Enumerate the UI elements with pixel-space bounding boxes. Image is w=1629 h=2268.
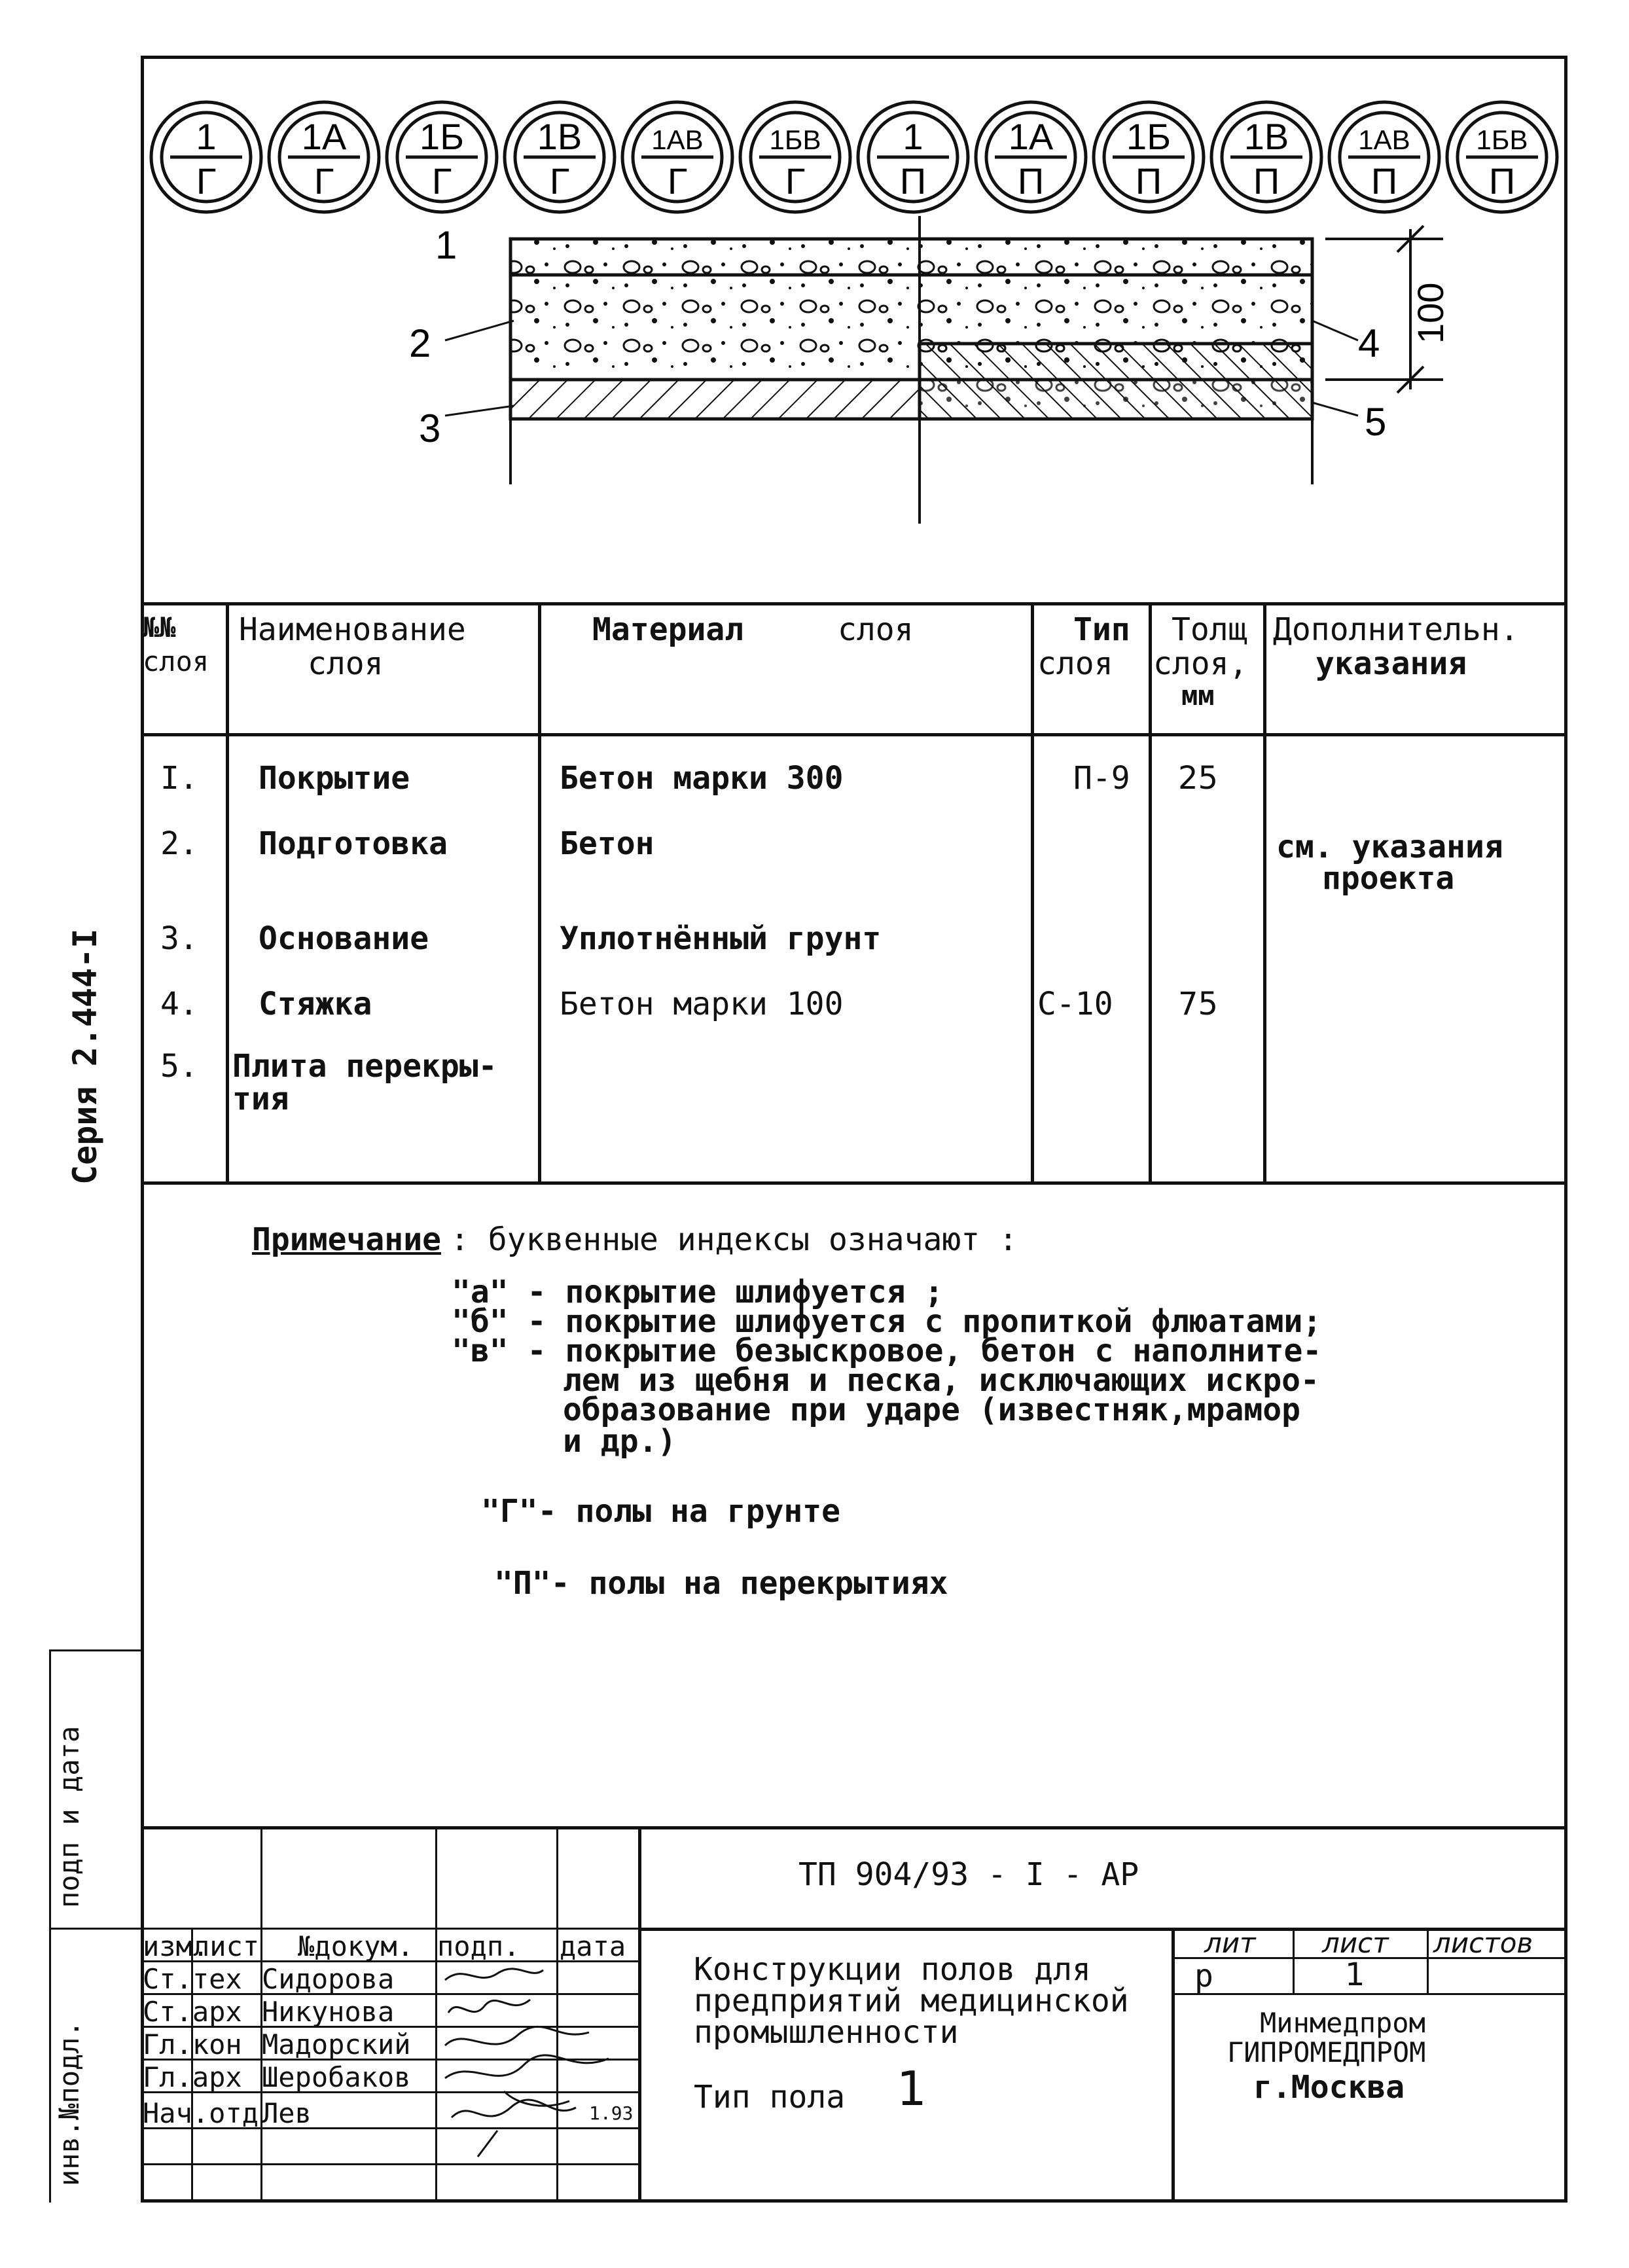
floor-symbol — [976, 102, 1086, 212]
side-line — [49, 1649, 141, 1651]
symbols-row — [147, 95, 1561, 226]
layer-5-fill — [920, 344, 1312, 419]
lit-label: лит — [1204, 1927, 1256, 1959]
signature-5 — [452, 2100, 576, 2157]
col-line — [1263, 602, 1266, 1181]
dimension-value: 100 — [1410, 282, 1451, 344]
symbol-top-text: 1БВ — [1476, 124, 1528, 155]
staff-2-role: Ст.арх — [143, 1996, 242, 2028]
sheet-value: 1 — [1345, 1956, 1365, 1993]
symbol-bottom-text: П — [1370, 160, 1398, 202]
leader-5 — [1312, 403, 1358, 416]
row4-name: Стяжка — [259, 986, 372, 1022]
floor-symbol — [858, 102, 968, 212]
symbol-bottom-text: Г — [313, 160, 334, 202]
header-num-1: №№ — [143, 611, 176, 643]
notes-line-v2: лем из щебня и песка, исключающих искро- — [563, 1362, 1319, 1399]
row5-name2: тия — [232, 1081, 289, 1117]
leader-3 — [445, 406, 514, 416]
header-name-1: Наименование — [239, 611, 466, 648]
doc-code: ТП 904/93 - I - АР — [798, 1856, 1139, 1893]
row1-material: Бетон марки 300 — [560, 760, 844, 797]
header-num-2: слоя — [143, 645, 209, 677]
stamp-line — [141, 1928, 638, 1930]
layer-1 — [510, 239, 1312, 275]
row5-name: Плита перекры- — [232, 1048, 497, 1085]
floor-type-label: Тип пола — [694, 2079, 846, 2115]
floor-symbol — [387, 102, 497, 212]
symbol-top-text: 1А — [301, 116, 347, 157]
signatures — [439, 1960, 635, 2163]
title-line-1: Конструкции полов для — [694, 1951, 1091, 1988]
header-thick-1: Толщ — [1172, 611, 1247, 648]
notes-line-v3: образование при ударе (известняк,мрамор — [563, 1392, 1301, 1428]
symbol-top-text: 1БВ — [769, 124, 821, 155]
notes-line-b: "б" - покрытие шлифуется с пропиткой флюатами; — [452, 1303, 1322, 1340]
row4-type: С-10 — [1037, 986, 1113, 1022]
org-line-2: ГИПРОМЕДПРОМ — [1227, 2036, 1426, 2068]
staff-1-name: Сидорова — [262, 1963, 395, 1995]
col-line — [1031, 602, 1034, 1181]
series-label: Серия 2.444-I — [66, 928, 104, 1185]
stamp-col — [638, 1826, 641, 2203]
row1-type: П-9 — [1073, 760, 1130, 797]
symbol-bottom-text: Г — [667, 160, 688, 202]
floor-symbol — [740, 102, 850, 212]
row3-name: Основание — [259, 920, 429, 957]
floor-symbol — [622, 102, 732, 212]
row2-num: 2. — [160, 825, 198, 862]
stamp-col — [1293, 1928, 1295, 1993]
col-data: дата — [560, 1930, 626, 1962]
notes-g-line: "Г"- полы на грунте — [481, 1493, 841, 1530]
symbol-top-text: 1АВ — [1358, 124, 1410, 155]
floor-symbol — [1329, 102, 1439, 212]
symbol-bottom-text: Г — [196, 160, 217, 202]
symbol-top-text: 1 — [196, 116, 217, 157]
symbol-bottom-text: П — [1017, 160, 1045, 202]
floor-symbol — [1447, 102, 1557, 212]
layer-svg — [147, 216, 1561, 543]
lit-value: р — [1194, 1958, 1213, 1994]
signature-4 — [445, 2055, 609, 2106]
signature-1 — [445, 1969, 543, 1980]
side-line — [49, 1928, 141, 1930]
floor-symbol — [1094, 102, 1204, 212]
stamp-col — [435, 1826, 437, 2203]
header-thick-2: слоя, — [1153, 645, 1248, 682]
symbol-top-text: 1 — [903, 116, 923, 157]
layer-3 — [510, 380, 920, 419]
stamp-col — [1427, 1928, 1429, 1993]
stamp-top-line — [141, 1826, 1567, 1829]
symbol-top-text: 1АВ — [651, 124, 704, 155]
col-doc: №докум. — [298, 1930, 414, 1962]
row4-num: 4. — [160, 986, 198, 1022]
header-thick-3: мм — [1181, 679, 1215, 711]
notes-line-a: "а" - покрытие шлифуется ; — [452, 1274, 944, 1310]
layer-num-5: 5 — [1365, 400, 1387, 444]
header-notes-2: указания — [1316, 645, 1467, 682]
notes-line-v4: и др.) — [563, 1423, 677, 1460]
symbol-bottom-text: П — [1253, 160, 1280, 202]
date-note: 1.93 — [589, 2102, 634, 2124]
row1-num: I. — [160, 760, 198, 797]
table-bottom-line — [141, 1181, 1567, 1185]
col-izm: изм. — [143, 1930, 209, 1962]
layer-drawing — [147, 216, 1561, 543]
title-line-2: предприятий медицинской — [694, 1983, 1129, 2019]
symbol-top-text: 1В — [1244, 116, 1289, 157]
symbol-top-text: 1Б — [1126, 116, 1171, 157]
row5-num: 5. — [160, 1048, 198, 1085]
symbol-bottom-text: Г — [431, 160, 452, 202]
row2-notes: см. указания — [1276, 829, 1503, 865]
col-line — [538, 602, 541, 1181]
row2-material: Бетон — [560, 825, 654, 862]
row2-name: Подготовка — [259, 825, 448, 862]
staff-4-role: Гл.арх — [143, 2061, 242, 2093]
sheets-label: листов — [1433, 1927, 1533, 1959]
header-material-1: Материал — [592, 611, 744, 648]
floor-symbol — [1211, 102, 1321, 212]
symbol-bottom-text: Г — [549, 160, 570, 202]
row3-material: Уплотнённый грунт — [560, 920, 882, 957]
header-name-2: слоя — [308, 645, 384, 682]
symbol-top-text: 1А — [1008, 116, 1054, 157]
staff-3-role: Гл.кон — [143, 2028, 242, 2061]
symbol-bottom-text: Г — [785, 160, 806, 202]
floor-symbol — [505, 102, 615, 212]
notes-p-line: "П"- полы на перекрытиях — [494, 1565, 948, 1602]
staff-1-role: Ст.тех — [143, 1963, 242, 1995]
stamp-line — [1172, 1993, 1567, 1995]
staff-3-name: Мадорский — [262, 2028, 411, 2061]
layer-num-3: 3 — [419, 406, 441, 450]
symbol-top-text: 1В — [537, 116, 582, 157]
floor-type-value: 1 — [897, 2061, 927, 2116]
org-line-1: Минмедпром — [1260, 2007, 1425, 2039]
row4-material: Бетон марки 100 — [560, 986, 844, 1022]
header-type-1: Тип — [1073, 611, 1130, 648]
col-podp: подп. — [437, 1930, 520, 1962]
symbol-bottom-text: П — [1135, 160, 1162, 202]
col-line — [1149, 602, 1152, 1181]
notes-intro: : буквенные индексы означают : — [450, 1221, 1018, 1258]
notes-line-v: "в" - покрытие безыскровое, бетон с наполните- — [452, 1333, 1322, 1369]
floor-symbol — [269, 102, 379, 212]
signature-2 — [448, 2000, 530, 2013]
leader-4 — [1312, 321, 1358, 340]
row3-num: 3. — [160, 920, 198, 957]
podp-date-label: подп и дата — [53, 1725, 85, 1908]
layer-num-4: 4 — [1358, 321, 1380, 365]
row1-name: Покрытие — [259, 760, 410, 797]
header-material-2: слоя — [838, 611, 914, 648]
row1-thickness: 25 — [1178, 760, 1219, 797]
symbol-bottom-text: П — [1488, 160, 1516, 202]
signature-3 — [445, 2026, 589, 2045]
symbol-bottom-text: П — [899, 160, 927, 202]
stamp-col — [1172, 1928, 1175, 2203]
sheet-label: лист — [1322, 1927, 1389, 1959]
floor-symbol — [151, 102, 261, 212]
title-line-3: промышленности — [694, 2014, 959, 2051]
col-list: лист — [193, 1930, 260, 1962]
staff-5-role: Нач.отд — [143, 2097, 259, 2129]
layer-num-1: 1 — [435, 223, 457, 267]
org-line-3: г.Москва — [1253, 2069, 1405, 2106]
inv-label: инв.№подл. — [53, 2021, 85, 2186]
header-notes-1: Дополнительн. — [1273, 611, 1519, 648]
table-header-line — [141, 733, 1567, 736]
col-line — [226, 602, 229, 1181]
row2-notes2: проекта — [1322, 860, 1455, 897]
row4-thickness: 75 — [1178, 986, 1219, 1022]
notes-title: Примечание — [252, 1221, 441, 1258]
staff-5-name: Лев — [262, 2097, 312, 2129]
side-line — [49, 1649, 51, 2203]
symbols-svg — [147, 95, 1561, 226]
staff-2-name: Никунова — [262, 1996, 395, 2028]
staff-4-name: Шеробаков — [262, 2061, 411, 2093]
layer-num-2: 2 — [409, 321, 431, 365]
stamp-line — [141, 2163, 638, 2165]
table-top-line — [141, 602, 1567, 605]
leader-2 — [445, 321, 514, 340]
symbol-top-text: 1Б — [420, 116, 464, 157]
header-type-2: слоя — [1037, 645, 1113, 682]
